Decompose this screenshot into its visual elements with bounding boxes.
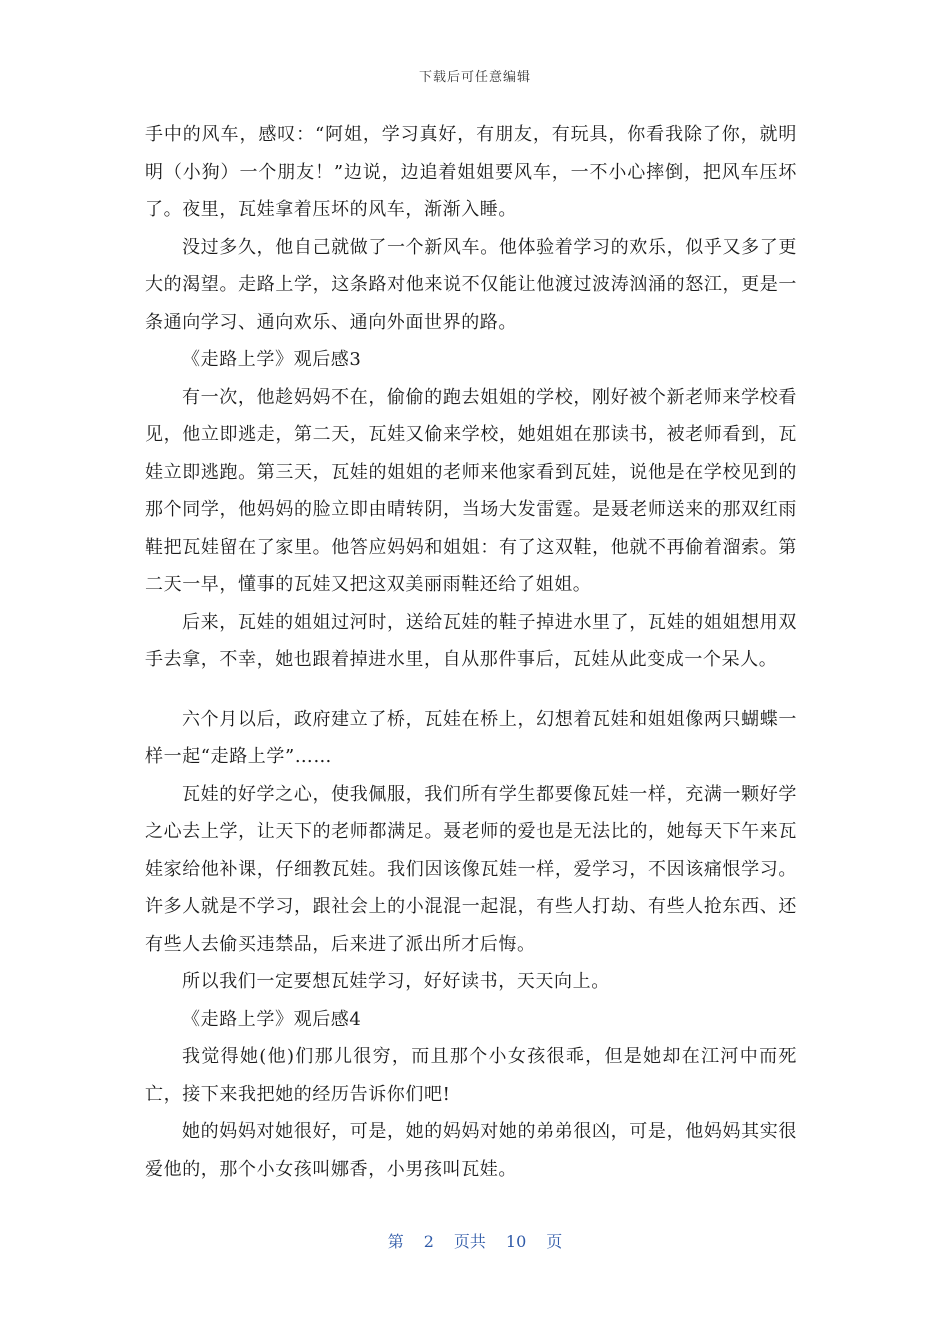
page-footer xyxy=(0,1229,950,1252)
paragraph: 有一次，他趁妈妈不在，偷偷的跑去姐姐的学校，刚好被个新老师来学校看见，他立即逃走，第二天，瓦娃又偷来学校，她姐姐在那读书，被老师看到，瓦娃立即逃跑。第三天，瓦娃的姐姐的老师来他家看到瓦娃，说他是在学校见到的那个同学，他妈妈的脸立即由晴转阴，当场大发雷霆。是聂老师送来的那双红雨鞋把瓦娃留在了家里。他答应妈妈和姐姐：有了这双鞋，他就不再偷着溜索。第二天一早，懂事的瓦娃又把这双美丽雨鞋还给了姐姐。 xyxy=(145,386,797,595)
section-heading: 《走路上学》观后感4 xyxy=(182,1008,362,1030)
paragraph: 所以我们一定要想瓦娃学习，好好读书，天天向上。 xyxy=(182,971,610,992)
footer-middle: 页共 xyxy=(453,1232,486,1251)
document-body xyxy=(145,116,797,1188)
paragraph: 瓦娃的好学之心，使我佩服，我们所有学生都要像瓦娃一样，充满一颗好学之心去上学，让天下的老师都满足。聂老师的爱也是无法比的，她每天下午来瓦娃家给他补课，仔细教瓦娃。我们因该像瓦娃一样，爱学习，不因该痛恨学习。许多人就是不学习，跟社会上的小混混一起混，有些人打劫、有些人抢东西、还有些人去偷买违禁品，后来进了派出所才后悔。 xyxy=(145,783,797,955)
paragraph: 后来，瓦娃的姐姐过河时，送给瓦娃的鞋子掉进水里了，瓦娃的姐姐想用双手去拿，不幸，她也跟着掉进水里，自从那件事后，瓦娃从此变成一个呆人。 xyxy=(145,611,797,670)
paragraph-continuation: 手中的风车，感叹：“阿姐，学习真好，有朋友，有玩具，你看我除了你，就明明（小狗）一个朋友！”边说，边追着姐姐要风车，一不小心摔倒，把风车压坏了。夜里，瓦娃拿着压坏的风车，渐渐入睡。 xyxy=(145,124,797,220)
footer-current-page: 2 xyxy=(423,1232,434,1251)
paragraph: 她的妈妈对她很好，可是，她的妈妈对她的弟弟很凶，可是，他妈妈其实很爱他的，那个小女孩叫娜香，小男孩叫瓦娃。 xyxy=(145,1121,797,1180)
paragraph: 没过多久，他自己就做了一个新风车。他体验着学习的欢乐，似乎又多了更大的渴望。走路上学，这条路对他来说不仅能让他渡过波涛汹涌的怒江，更是一条通向学习、通向欢乐、通向外面世界的路。 xyxy=(145,236,797,333)
footer-suffix: 页 xyxy=(546,1232,563,1251)
footer-prefix: 第 xyxy=(387,1232,404,1251)
page-header: 下载后可任意编辑 xyxy=(418,70,531,85)
paragraph: 我觉得她(他)们那儿很穷，而且那个小女孩很乖，但是她却在江河中而死亡，接下来我把她的经历告诉你们吧! xyxy=(145,1046,797,1105)
paragraph: 六个月以后，政府建立了桥，瓦娃在桥上，幻想着瓦娃和姐姐像两只蝴蝶一样一起“走路上学”…… xyxy=(145,708,797,767)
footer-total-pages: 10 xyxy=(505,1232,527,1251)
section-heading: 《走路上学》观后感3 xyxy=(182,349,362,370)
